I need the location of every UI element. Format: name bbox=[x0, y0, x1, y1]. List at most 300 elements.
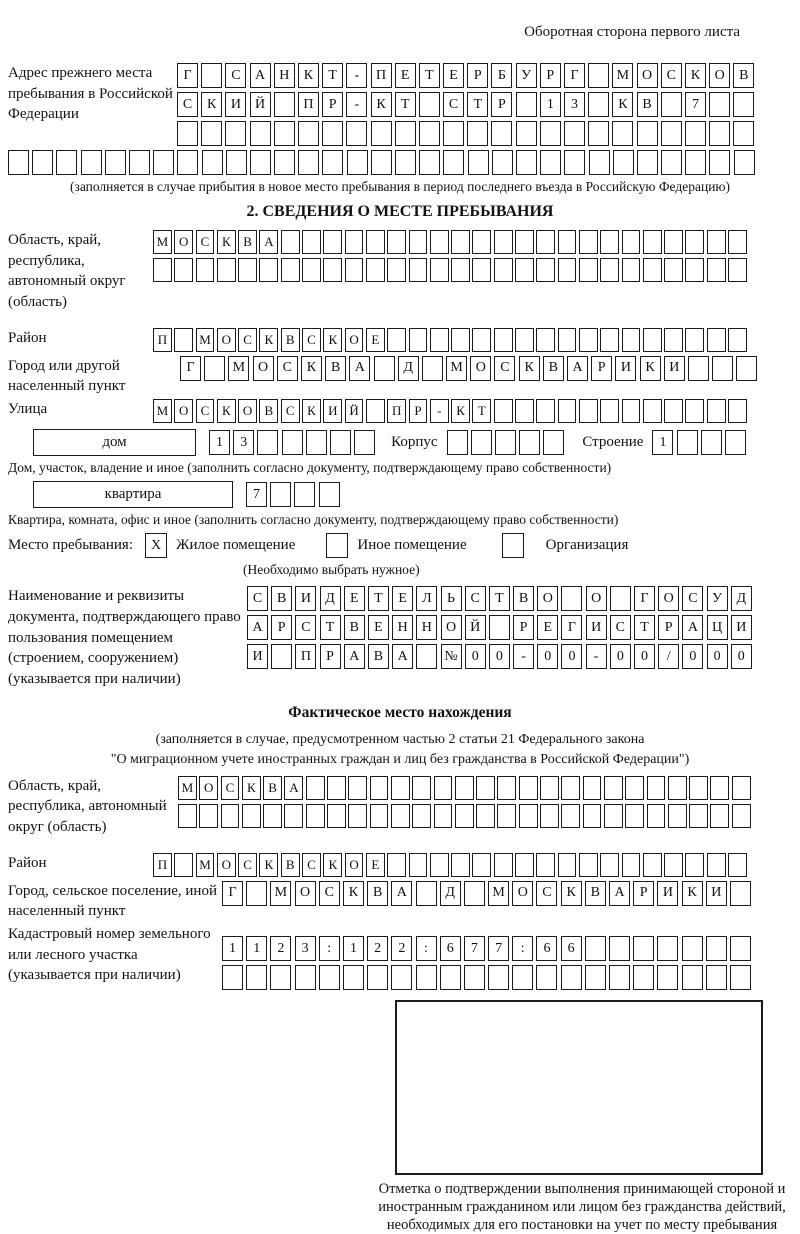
char-cell: 2 bbox=[391, 936, 412, 961]
char-cell: Р bbox=[322, 92, 343, 117]
dom-cells bbox=[209, 430, 375, 455]
char-cell bbox=[734, 150, 755, 175]
char-cell bbox=[515, 328, 534, 352]
char-cell bbox=[685, 230, 704, 254]
prev-address-row-3 bbox=[177, 121, 754, 146]
char-cell bbox=[391, 776, 410, 800]
char-cell bbox=[689, 776, 708, 800]
char-cell bbox=[387, 328, 406, 352]
mesto-option-zhiloe-label: Жилое помещение bbox=[176, 537, 296, 554]
char-cell bbox=[201, 121, 222, 146]
char-cell bbox=[516, 150, 537, 175]
char-cell bbox=[323, 258, 342, 282]
char-cell: А bbox=[682, 615, 703, 640]
factual-note-2: "О миграционном учете иностранных граждан и лиц без гражданства в Российской Федерации") bbox=[110, 751, 690, 767]
char-cell bbox=[540, 776, 559, 800]
char-cell bbox=[685, 150, 706, 175]
stamp-note: Отметка о подтверждении выполнения принимающей стороной и иностранным гражданином или лицом без гражданства действий, необходимых для его постановки на учет по месту пребывания bbox=[378, 1181, 786, 1234]
char-cell: Г bbox=[180, 356, 201, 381]
char-cell: 0 bbox=[731, 644, 752, 669]
char-cell bbox=[476, 776, 495, 800]
char-cell bbox=[561, 586, 582, 611]
char-cell: К bbox=[201, 92, 222, 117]
char-cell bbox=[284, 804, 303, 828]
mesto-note: (Необходимо выбрать нужное) bbox=[243, 562, 420, 578]
char-cell: Ь bbox=[441, 586, 462, 611]
stamp-area bbox=[395, 1000, 763, 1175]
char-cell: 6 bbox=[561, 936, 582, 961]
char-cell: Р bbox=[591, 356, 612, 381]
oblast-label: Область, край, республика, автономный округ (область) bbox=[8, 232, 126, 311]
char-cell: О bbox=[637, 63, 658, 88]
char-cell: С bbox=[319, 881, 340, 906]
char-cell bbox=[685, 399, 704, 423]
char-cell bbox=[391, 804, 410, 828]
char-cell bbox=[257, 430, 278, 455]
char-cell bbox=[494, 230, 513, 254]
char-cell: А bbox=[391, 881, 412, 906]
char-cell: Б bbox=[491, 63, 512, 88]
char-cell: № bbox=[441, 644, 462, 669]
char-cell bbox=[558, 399, 577, 423]
char-cell bbox=[387, 258, 406, 282]
ulitsa-block bbox=[8, 399, 792, 427]
char-cell bbox=[409, 853, 428, 877]
char-cell: К bbox=[242, 776, 261, 800]
char-cell bbox=[345, 230, 364, 254]
oblast-block bbox=[8, 230, 792, 313]
char-cell bbox=[677, 430, 698, 455]
char-cell bbox=[440, 965, 461, 990]
char-cell: К bbox=[323, 328, 342, 352]
char-cell: А bbox=[609, 881, 630, 906]
char-cell bbox=[732, 804, 751, 828]
char-cell: И bbox=[225, 92, 246, 117]
char-cell bbox=[494, 399, 513, 423]
char-cell: К bbox=[640, 356, 661, 381]
char-cell: О bbox=[586, 586, 607, 611]
gorod-block bbox=[8, 356, 792, 397]
char-cell bbox=[281, 230, 300, 254]
char-cell: 1 bbox=[652, 430, 673, 455]
char-cell: К bbox=[519, 356, 540, 381]
char-cell bbox=[488, 965, 509, 990]
kadastr-row-1 bbox=[222, 936, 751, 961]
char-cell: А bbox=[259, 230, 278, 254]
char-cell bbox=[657, 965, 678, 990]
char-cell bbox=[274, 92, 295, 117]
char-cell bbox=[430, 230, 449, 254]
char-cell: Е bbox=[366, 853, 385, 877]
char-cell: Е bbox=[344, 586, 365, 611]
char-cell bbox=[306, 430, 327, 455]
char-cell bbox=[246, 881, 267, 906]
char-cell bbox=[579, 853, 598, 877]
char-cell bbox=[600, 853, 619, 877]
char-cell bbox=[512, 965, 533, 990]
char-cell bbox=[319, 482, 340, 507]
char-cell bbox=[492, 150, 513, 175]
char-cell bbox=[196, 258, 215, 282]
factual-raion-row bbox=[153, 853, 747, 877]
char-cell: 0 bbox=[537, 644, 558, 669]
char-cell bbox=[259, 258, 278, 282]
char-cell bbox=[129, 150, 150, 175]
char-cell bbox=[497, 776, 516, 800]
char-cell: Д bbox=[440, 881, 461, 906]
char-cell bbox=[543, 430, 564, 455]
char-cell: Р bbox=[320, 644, 341, 669]
char-cell bbox=[178, 804, 197, 828]
char-cell bbox=[622, 258, 641, 282]
char-cell: Й bbox=[465, 615, 486, 640]
char-cell bbox=[476, 804, 495, 828]
char-cell bbox=[226, 150, 247, 175]
char-cell bbox=[472, 853, 491, 877]
char-cell: М bbox=[178, 776, 197, 800]
char-cell bbox=[419, 92, 440, 117]
doc-row-1 bbox=[247, 586, 752, 611]
char-cell bbox=[561, 965, 582, 990]
char-cell bbox=[430, 328, 449, 352]
char-cell bbox=[515, 230, 534, 254]
char-cell bbox=[540, 804, 559, 828]
factual-raion-label: Район bbox=[8, 854, 47, 871]
char-cell: 2 bbox=[367, 936, 388, 961]
char-cell: О bbox=[174, 230, 193, 254]
char-cell bbox=[412, 776, 431, 800]
factual-gorod-block bbox=[8, 881, 792, 922]
char-cell: 0 bbox=[682, 644, 703, 669]
kadastr-label: Кадастровый номер земельного или лесного участка (указывается при наличии) bbox=[8, 926, 211, 984]
raion-block bbox=[8, 328, 792, 356]
char-cell bbox=[370, 776, 389, 800]
char-cell bbox=[153, 150, 174, 175]
char-cell: В bbox=[585, 881, 606, 906]
char-cell bbox=[174, 328, 193, 352]
char-cell: К bbox=[259, 328, 278, 352]
char-cell bbox=[625, 804, 644, 828]
char-cell bbox=[706, 965, 727, 990]
prev-address-row-4 bbox=[8, 150, 792, 175]
char-cell bbox=[322, 121, 343, 146]
char-cell bbox=[625, 776, 644, 800]
char-cell bbox=[250, 150, 271, 175]
char-cell: С bbox=[196, 230, 215, 254]
char-cell: 1 bbox=[343, 936, 364, 961]
char-cell bbox=[468, 150, 489, 175]
char-cell bbox=[579, 328, 598, 352]
char-cell: Н bbox=[416, 615, 437, 640]
char-cell bbox=[391, 965, 412, 990]
char-cell bbox=[579, 258, 598, 282]
char-cell: 0 bbox=[489, 644, 510, 669]
char-cell bbox=[242, 804, 261, 828]
char-cell bbox=[733, 121, 754, 146]
char-cell: М bbox=[228, 356, 249, 381]
char-cell bbox=[221, 804, 240, 828]
char-cell bbox=[516, 92, 537, 117]
char-cell: С bbox=[247, 586, 268, 611]
char-cell bbox=[600, 328, 619, 352]
char-cell bbox=[643, 230, 662, 254]
char-cell bbox=[604, 804, 623, 828]
char-cell bbox=[664, 258, 683, 282]
char-cell bbox=[81, 150, 102, 175]
char-cell: Т bbox=[395, 92, 416, 117]
char-cell bbox=[647, 804, 666, 828]
char-cell: В bbox=[513, 586, 534, 611]
kadastr-block bbox=[8, 924, 792, 994]
char-cell bbox=[217, 258, 236, 282]
char-cell bbox=[561, 804, 580, 828]
char-cell bbox=[174, 853, 193, 877]
prev-address-row-2 bbox=[177, 92, 754, 117]
char-cell: О bbox=[441, 615, 462, 640]
char-cell: К bbox=[323, 853, 342, 877]
char-cell bbox=[387, 853, 406, 877]
char-cell bbox=[664, 853, 683, 877]
char-cell bbox=[430, 258, 449, 282]
char-cell bbox=[409, 230, 428, 254]
char-cell bbox=[668, 804, 687, 828]
char-cell bbox=[409, 258, 428, 282]
prev-address-row-1 bbox=[177, 63, 754, 88]
char-cell: Г bbox=[222, 881, 243, 906]
char-cell bbox=[536, 328, 555, 352]
char-cell: С bbox=[536, 881, 557, 906]
char-cell: Г bbox=[561, 615, 582, 640]
char-cell bbox=[430, 853, 449, 877]
char-cell: В bbox=[238, 230, 257, 254]
char-cell: 7 bbox=[464, 936, 485, 961]
char-cell bbox=[455, 804, 474, 828]
char-cell: С bbox=[225, 63, 246, 88]
factual-title: Фактическое место нахождения bbox=[288, 703, 512, 721]
section2-title: 2. СВЕДЕНИЯ О МЕСТЕ ПРЕБЫВАНИЯ bbox=[246, 203, 554, 220]
char-cell bbox=[643, 328, 662, 352]
char-cell bbox=[464, 881, 485, 906]
char-cell bbox=[422, 356, 443, 381]
char-cell: : bbox=[319, 936, 340, 961]
char-cell bbox=[664, 230, 683, 254]
char-cell: 3 bbox=[233, 430, 254, 455]
char-cell: 2 bbox=[270, 936, 291, 961]
char-cell: Д bbox=[320, 586, 341, 611]
char-cell: К bbox=[612, 92, 633, 117]
char-cell bbox=[367, 965, 388, 990]
char-cell bbox=[736, 356, 757, 381]
char-cell: В bbox=[271, 586, 292, 611]
char-cell bbox=[643, 258, 662, 282]
char-cell: 0 bbox=[610, 644, 631, 669]
char-cell: А bbox=[247, 615, 268, 640]
char-cell bbox=[633, 965, 654, 990]
char-cell: А bbox=[344, 644, 365, 669]
doc-label: Наименование и реквизиты документа, подтверждающего право пользования помещением (строением, сооружением) (указывается при наличии) bbox=[8, 588, 241, 687]
char-cell: С bbox=[221, 776, 240, 800]
char-cell: 1 bbox=[246, 936, 267, 961]
mesto-label: Место пребывания: bbox=[8, 537, 133, 554]
char-cell: : bbox=[416, 936, 437, 961]
korpus-label: Корпус bbox=[391, 434, 438, 451]
char-cell bbox=[612, 121, 633, 146]
char-cell bbox=[709, 92, 730, 117]
page-header-note: Оборотная сторона первого листа bbox=[524, 24, 740, 40]
char-cell bbox=[685, 328, 704, 352]
char-cell: О bbox=[470, 356, 491, 381]
char-cell: У bbox=[516, 63, 537, 88]
char-cell bbox=[707, 328, 726, 352]
char-cell bbox=[306, 776, 325, 800]
char-cell: Р bbox=[540, 63, 561, 88]
char-cell bbox=[585, 965, 606, 990]
char-cell: С bbox=[302, 853, 321, 877]
char-cell bbox=[558, 230, 577, 254]
char-cell bbox=[536, 258, 555, 282]
char-cell: 0 bbox=[707, 644, 728, 669]
char-cell: В bbox=[367, 881, 388, 906]
char-cell bbox=[536, 230, 555, 254]
kvartira-row bbox=[8, 481, 792, 508]
char-cell: - bbox=[513, 644, 534, 669]
char-cell: Р bbox=[409, 399, 428, 423]
char-cell: / bbox=[658, 644, 679, 669]
char-cell: О bbox=[295, 881, 316, 906]
char-cell: Й bbox=[345, 399, 364, 423]
char-cell: О bbox=[345, 853, 364, 877]
char-cell: Т bbox=[634, 615, 655, 640]
char-cell: П bbox=[298, 92, 319, 117]
char-cell bbox=[319, 965, 340, 990]
char-cell bbox=[661, 92, 682, 117]
char-cell: 1 bbox=[222, 936, 243, 961]
char-cell bbox=[536, 853, 555, 877]
char-cell bbox=[495, 430, 516, 455]
char-cell: М bbox=[153, 230, 172, 254]
char-cell bbox=[270, 965, 291, 990]
char-cell: 0 bbox=[465, 644, 486, 669]
char-cell: Й bbox=[250, 92, 271, 117]
char-cell bbox=[443, 121, 464, 146]
char-cell: С bbox=[661, 63, 682, 88]
char-cell bbox=[451, 230, 470, 254]
char-cell: 3 bbox=[564, 92, 585, 117]
char-cell: О bbox=[512, 881, 533, 906]
char-cell: В bbox=[543, 356, 564, 381]
char-cell bbox=[689, 804, 708, 828]
char-cell bbox=[8, 150, 29, 175]
char-cell: А bbox=[567, 356, 588, 381]
char-cell bbox=[600, 399, 619, 423]
char-cell bbox=[682, 965, 703, 990]
char-cell bbox=[294, 482, 315, 507]
char-cell: Е bbox=[537, 615, 558, 640]
char-cell: 7 bbox=[685, 92, 706, 117]
char-cell bbox=[174, 258, 193, 282]
char-cell bbox=[302, 230, 321, 254]
char-cell bbox=[416, 881, 437, 906]
char-cell bbox=[609, 965, 630, 990]
char-cell bbox=[600, 230, 619, 254]
factual-oblast-block bbox=[8, 776, 792, 838]
char-cell bbox=[494, 853, 513, 877]
factual-gorod-row bbox=[222, 881, 751, 906]
char-cell: А bbox=[250, 63, 271, 88]
char-cell bbox=[371, 121, 392, 146]
char-cell: К bbox=[343, 881, 364, 906]
char-cell: Т bbox=[489, 586, 510, 611]
char-cell: 1 bbox=[540, 92, 561, 117]
char-cell bbox=[725, 430, 746, 455]
char-cell bbox=[515, 399, 534, 423]
char-cell: М bbox=[196, 853, 215, 877]
factual-oblast-row-2 bbox=[178, 804, 751, 828]
char-cell bbox=[707, 853, 726, 877]
char-cell bbox=[451, 853, 470, 877]
dom-note: Дом, участок, владение и иное (заполнить согласно документу, подтверждающему право собственности) bbox=[8, 460, 612, 476]
char-cell bbox=[682, 936, 703, 961]
char-cell bbox=[419, 121, 440, 146]
char-cell bbox=[657, 936, 678, 961]
char-cell: Т bbox=[467, 92, 488, 117]
char-cell: В bbox=[325, 356, 346, 381]
char-cell bbox=[707, 258, 726, 282]
char-cell bbox=[298, 150, 319, 175]
char-cell bbox=[613, 150, 634, 175]
char-cell: О bbox=[537, 586, 558, 611]
char-cell bbox=[728, 258, 747, 282]
char-cell bbox=[348, 776, 367, 800]
char-cell bbox=[637, 121, 658, 146]
char-cell: Р bbox=[633, 881, 654, 906]
char-cell: А bbox=[392, 644, 413, 669]
char-cell bbox=[604, 776, 623, 800]
char-cell bbox=[536, 965, 557, 990]
char-cell: К bbox=[685, 63, 706, 88]
char-cell bbox=[664, 328, 683, 352]
char-cell: В bbox=[263, 776, 282, 800]
char-cell: О bbox=[253, 356, 274, 381]
char-cell bbox=[540, 150, 561, 175]
char-cell: К bbox=[217, 399, 236, 423]
ulitsa-row bbox=[153, 399, 747, 423]
char-cell: Р bbox=[271, 615, 292, 640]
char-cell: П bbox=[153, 328, 172, 352]
char-cell: В bbox=[733, 63, 754, 88]
char-cell: 7 bbox=[488, 936, 509, 961]
char-cell bbox=[467, 121, 488, 146]
char-cell bbox=[416, 644, 437, 669]
char-cell: Е bbox=[366, 328, 385, 352]
char-cell bbox=[585, 936, 606, 961]
char-cell bbox=[434, 776, 453, 800]
char-cell: В bbox=[281, 853, 300, 877]
prev-address-block bbox=[8, 63, 792, 150]
factual-gorod-label: Город, сельское поселение, иной населенный пункт bbox=[8, 882, 217, 920]
char-cell bbox=[710, 776, 729, 800]
char-cell bbox=[728, 328, 747, 352]
char-cell bbox=[661, 121, 682, 146]
char-cell: М bbox=[153, 399, 172, 423]
char-cell bbox=[643, 853, 662, 877]
char-cell: 7 bbox=[246, 482, 267, 507]
factual-oblast-rows bbox=[178, 776, 751, 832]
dom-box-label: дом bbox=[33, 429, 196, 456]
char-cell bbox=[733, 92, 754, 117]
char-cell: 6 bbox=[536, 936, 557, 961]
char-cell: В bbox=[368, 644, 389, 669]
